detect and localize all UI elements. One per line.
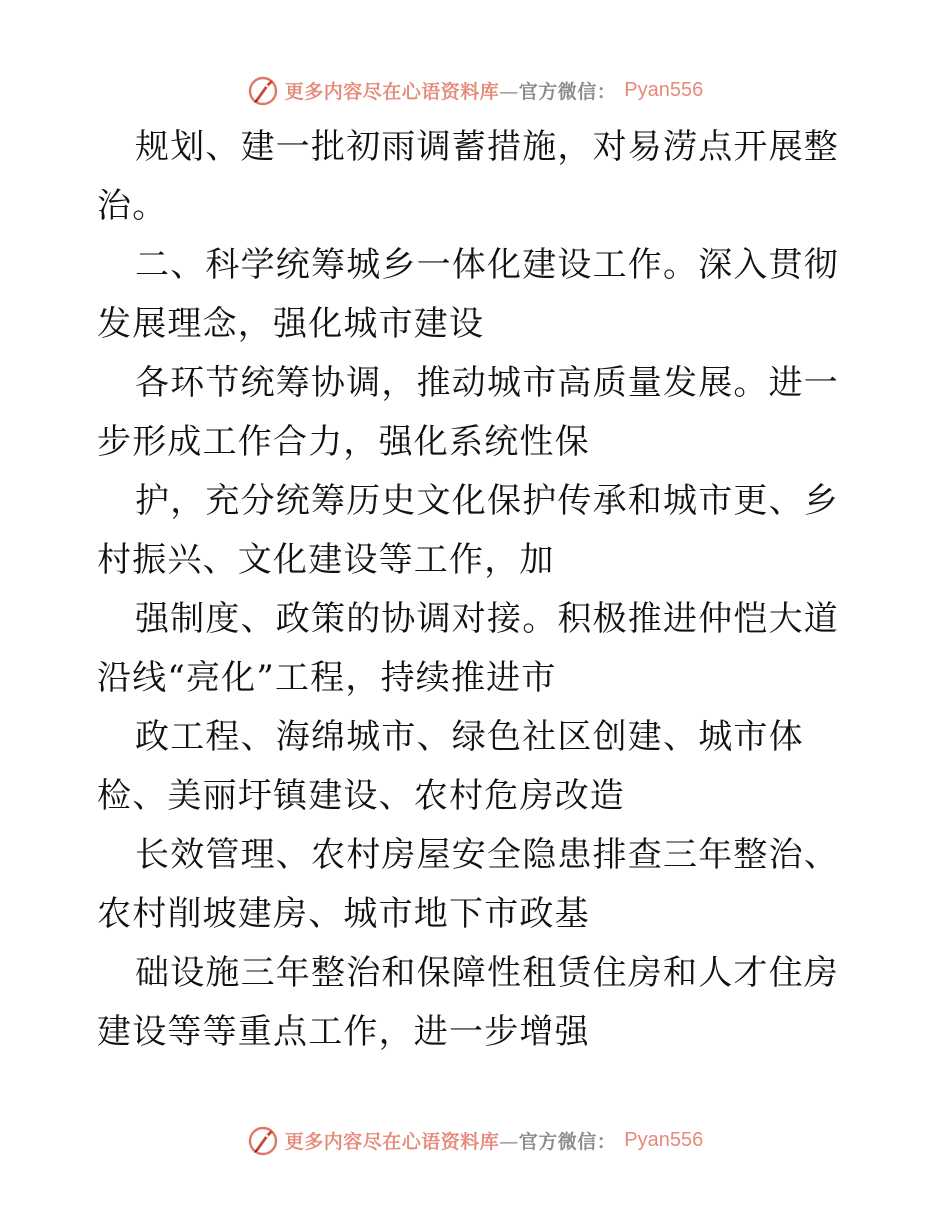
- paragraph-1: 规划、建一批初雨调蓄措施，对易涝点开展整治。: [97, 127, 839, 226]
- paragraph-3: 各环节统筹协调，推动城市高质量发展。进一步形成工作合力，强化系统性保: [97, 363, 839, 462]
- banner-brand-text: 更多内容尽在心语资料库: [284, 80, 500, 103]
- banner-separator: —: [499, 1130, 519, 1153]
- paragraph-5: 强制度、政策的协调对接。积极推进仲恺大道沿线“亮化”工程，持续推进市: [97, 599, 839, 698]
- banner-wechat-handle: Pyan556: [624, 1128, 704, 1151]
- pen-nib-logo-icon: [247, 74, 279, 106]
- banner-wechat-handle: Pyan556: [624, 78, 704, 101]
- paragraph-6: 政工程、海绵城市、绿色社区创建、城市体检、美丽圩镇建设、农村危房改造: [97, 717, 804, 816]
- banner-wechat-label: 官方微信：: [518, 1130, 617, 1153]
- document-body: [97, 118, 857, 1062]
- header-banner: [0, 70, 950, 110]
- pen-nib-logo-icon: [247, 1124, 279, 1156]
- footer-banner: [0, 1120, 950, 1160]
- banner-separator: —: [499, 80, 519, 103]
- banner-text: [285, 77, 617, 104]
- banner-brand-text: 更多内容尽在心语资料库: [284, 1130, 500, 1153]
- paragraph-7: 长效管理、农村房屋安全隐患排查三年整治、农村削坡建房、城市地下市政基: [97, 835, 839, 934]
- banner-text: [285, 1127, 617, 1154]
- paragraph-8: 础设施三年整治和保障性租赁住房和人才住房建设等等重点工作，进一步增强: [97, 953, 839, 1052]
- paragraph-2: 二、科学统筹城乡一体化建设工作。深入贯彻发展理念，强化城市建设: [97, 245, 839, 344]
- banner-wechat-label: 官方微信：: [518, 80, 617, 103]
- paragraph-4: 护，充分统筹历史文化保护传承和城市更、乡村振兴、文化建设等工作，加: [97, 481, 839, 580]
